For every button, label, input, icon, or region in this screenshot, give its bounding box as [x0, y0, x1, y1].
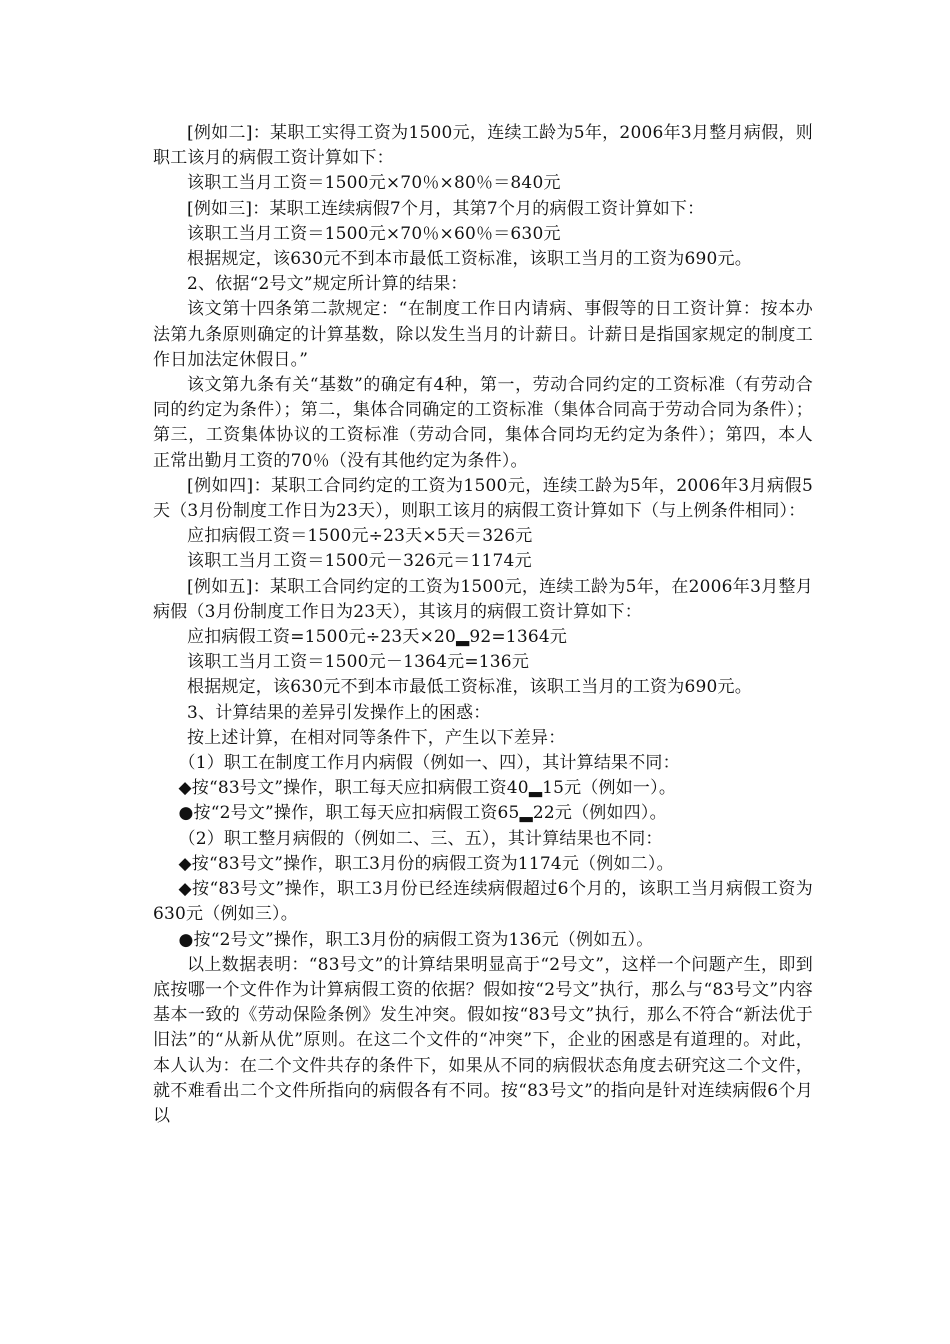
paragraph-article-9: 该文第九条有关“基数”的确定有4种，第一，劳动合同约定的工资标准（有劳动合同的约定为条件）；第二，集体合同确定的工资标准（集体合同高于劳动合同为条件）；第三，工资集体协议的工资标准（劳动合同，集体合同均无约定为条件）；第四，本人正常出勤月工资的70％（没有其他约定为条件）。	[153, 375, 813, 471]
paragraph-bullet-2-daily: ●按“2号文”操作，职工每天应扣病假工资65▂22元（例如四）。	[178, 803, 667, 824]
paragraph-formula-1174: 该职工当月工资＝1500元－326元＝1174元	[187, 551, 532, 572]
paragraph-section-3-heading: 3、计算结果的差异引发操作上的困惑：	[187, 702, 491, 723]
paragraph-formula-630: 该职工当月工资＝1500元×70％×60％＝630元	[187, 223, 561, 244]
paragraph-differences-intro: 按上述计算，在相对同等条件下，产生以下差异：	[187, 727, 566, 748]
paragraph-bullet-83-daily: ◆按“83号文”操作，职工每天应扣病假工资40▂15元（例如一）。	[178, 778, 677, 799]
paragraph-case-2: （2）职工整月病假的（例如二、三、五），其计算结果也不同：	[178, 828, 663, 849]
paragraph-section-2-heading: 2、依据“2号文”规定所计算的结果：	[187, 274, 468, 295]
paragraph-example-4: [例如四]：某职工合同约定的工资为1500元，连续工龄为5年，2006年3月病假5天（3月份制度工作日为23天），则职工该月的病假工资计算如下（与上例条件相同）：	[153, 475, 813, 522]
document-body	[153, 121, 813, 1129]
paragraph-formula-840: 该职工当月工资＝1500元×70％×80％＝840元	[187, 173, 561, 194]
paragraph-deduction-1364: 应扣病假工资=1500元÷23天×20▂92=1364元	[187, 627, 568, 648]
paragraph-deduction-326: 应扣病假工资＝1500元÷23天×5天＝326元	[187, 526, 533, 547]
paragraph-bullet-2-month: ●按“2号文”操作，职工3月份的病假工资为136元（例如五）。	[178, 929, 654, 950]
paragraph-example-3: [例如三]：某职工连续病假7个月，其第7个月的病假工资计算如下：	[187, 198, 705, 219]
paragraph-min-wage-note-1: 根据规定，该630元不到本市最低工资标准，该职工当月的工资为690元。	[187, 249, 752, 270]
paragraph-min-wage-note-2: 根据规定，该630元不到本市最低工资标准，该职工当月的工资为690元。	[187, 677, 752, 698]
paragraph-case-1: （1）职工在制度工作月内病假（例如一、四），其计算结果不同：	[178, 753, 680, 774]
paragraph-example-5: [例如五]：某职工合同约定的工资为1500元，连续工龄为5年，在2006年3月整月病假（3月份制度工作日为23天），其该月的病假工资计算如下：	[153, 576, 813, 622]
paragraph-conclusion: 以上数据表明：“83号文”的计算结果明显高于“2号文”，这样一个问题产生，即到底按哪一个文件作为计算病假工资的依据？假如按“2号文”执行，那么与“83号文”内容基本一致的《劳动保险条例》发生冲突。假如按“83号文”执行，那么不符合“新法优于旧法”的“从新从优”原则。在这二个文件的“冲突”下，企业的困惑是有道理的。对此，本人认为：在二个文件共存的条件下，如果从不同的病假状态角度去研究这二个文件，就不难看出二个文件所指向的病假各有不同。按“83号文”的指向是针对连续病假6个月以	[153, 954, 813, 1126]
paragraph-example-2: [例如二]：某职工实得工资为1500元，连续工龄为5年，2006年3月整月病假，则职工该月的病假工资计算如下：	[153, 123, 813, 169]
paragraph-bullet-83-long: ◆按“83号文”操作，职工3月份已经连续病假超过6个月的，该职工当月病假工资为630元（例如三）。	[153, 879, 813, 925]
paragraph-bullet-83-month: ◆按“83号文”操作，职工3月份的病假工资为1174元（例如二）。	[178, 853, 674, 874]
paragraph-article-14: 该文第十四条第二款规定：“在制度工作日内请病、事假等的日工资计算：按本办法第九条原则确定的计算基数，除以发生当月的计薪日。计薪日是指国家规定的制度工作日加法定休假日。”	[153, 299, 813, 370]
paragraph-formula-136: 该职工当月工资＝1500元－1364元=136元	[187, 652, 530, 673]
